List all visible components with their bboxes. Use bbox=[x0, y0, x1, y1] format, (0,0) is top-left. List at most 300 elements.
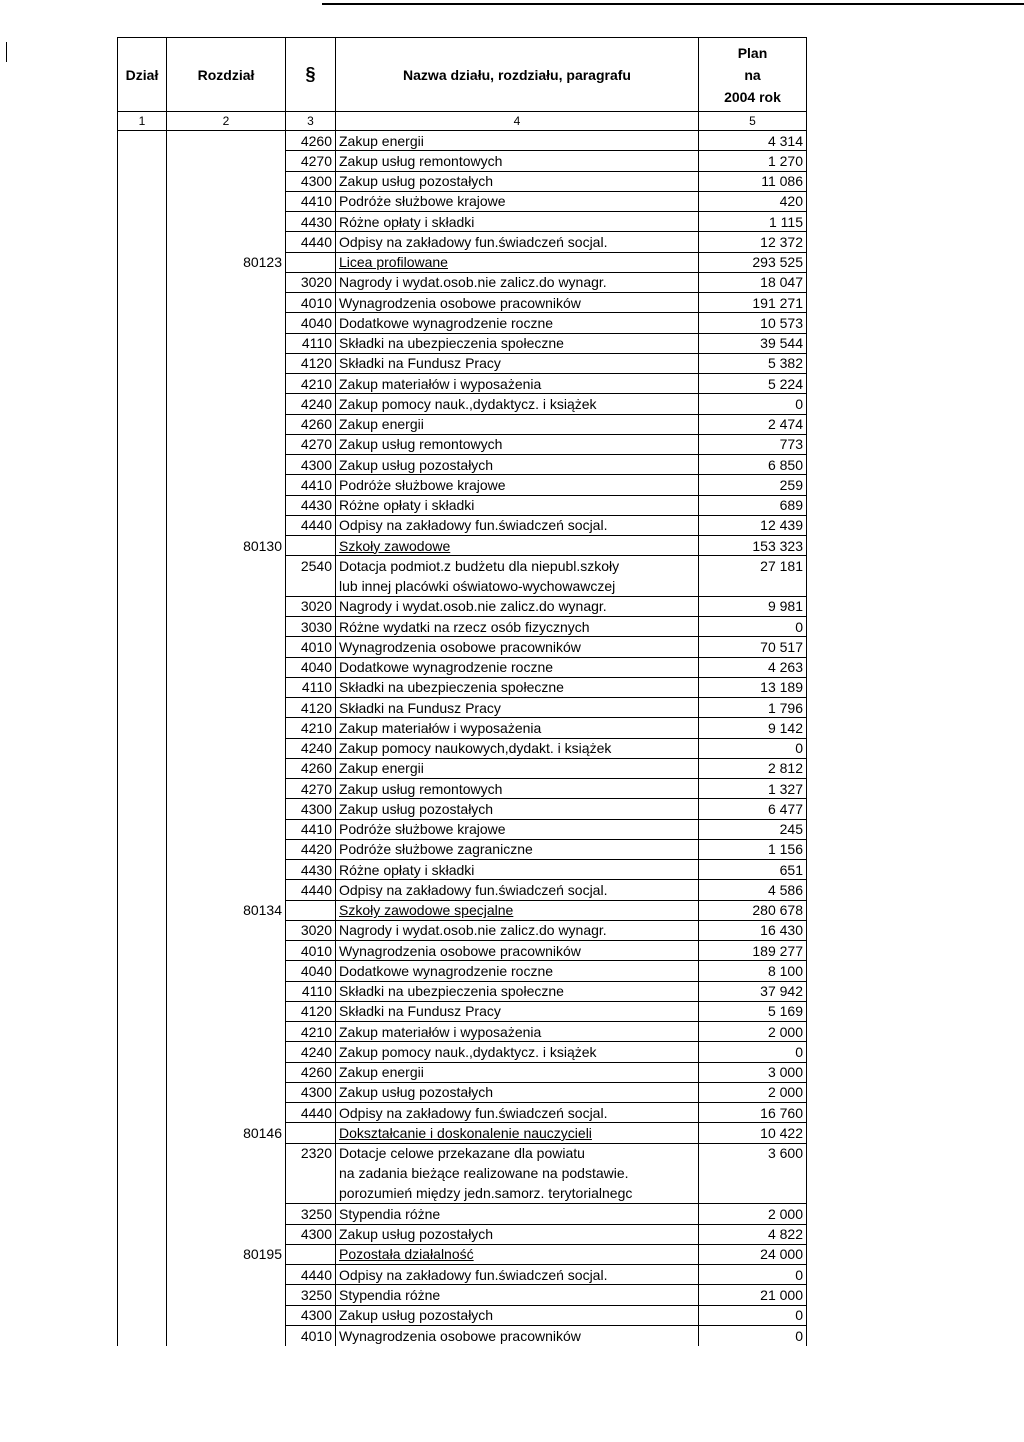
table-row bbox=[118, 941, 807, 961]
cell-paragraf: 4120 bbox=[286, 698, 336, 718]
cell-dzial bbox=[118, 333, 167, 353]
header-plan-line1: Plan bbox=[737, 44, 768, 61]
column-number: 1 bbox=[118, 112, 167, 131]
table-row bbox=[118, 1305, 807, 1325]
table-row bbox=[118, 880, 807, 900]
cell-dzial bbox=[118, 455, 167, 475]
cell-nazwa: Nagrody i wydat.osob.nie zalicz.do wynagr. bbox=[336, 272, 699, 292]
cell-paragraf: 4260 bbox=[286, 758, 336, 778]
cell-dzial bbox=[118, 677, 167, 697]
cell-paragraf: 3030 bbox=[286, 617, 336, 637]
cell-plan: 39 544 bbox=[699, 333, 807, 353]
cell-rozdzial bbox=[167, 1265, 286, 1285]
cell-plan: 16 430 bbox=[699, 920, 807, 940]
cell-dzial bbox=[118, 1042, 167, 1062]
cell-rozdzial bbox=[167, 434, 286, 454]
cell-paragraf: 4240 bbox=[286, 738, 336, 758]
cell-paragraf: 4440 bbox=[286, 880, 336, 900]
section-row bbox=[118, 252, 807, 272]
cell-plan: 12 372 bbox=[699, 232, 807, 252]
cell-rozdzial bbox=[167, 374, 286, 394]
cell-dzial bbox=[118, 637, 167, 657]
cell-dzial bbox=[118, 860, 167, 880]
cell-paragraf: 4210 bbox=[286, 1022, 336, 1042]
cell-dzial bbox=[118, 961, 167, 981]
cell-nazwa: Zakup usług pozostałych bbox=[336, 1305, 699, 1325]
cell-paragraf: 4010 bbox=[286, 293, 336, 313]
table-row bbox=[118, 232, 807, 252]
table-row bbox=[118, 779, 807, 799]
table-row bbox=[118, 1082, 807, 1102]
cell-plan: 5 169 bbox=[699, 1001, 807, 1021]
cell-paragraf: 4410 bbox=[286, 191, 336, 211]
cell-dzial bbox=[118, 1001, 167, 1021]
cell-paragraf: 2320 bbox=[286, 1143, 336, 1163]
cell-paragraf: 4270 bbox=[286, 151, 336, 171]
cell-rozdzial bbox=[167, 495, 286, 515]
cell-nazwa: Podróże służbowe krajowe bbox=[336, 191, 699, 211]
cell-paragraf: 4300 bbox=[286, 1224, 336, 1244]
table-row bbox=[118, 1184, 807, 1204]
cell-plan: 27 181 bbox=[699, 556, 807, 576]
cell-paragraf: 4210 bbox=[286, 718, 336, 738]
cell-nazwa: Odpisy na zakładowy fun.świadczeń socjal. bbox=[336, 232, 699, 252]
section-row bbox=[118, 1123, 807, 1143]
scan-artifact-left bbox=[6, 42, 7, 62]
table-row bbox=[118, 1224, 807, 1244]
cell-dzial bbox=[118, 576, 167, 596]
cell-rozdzial bbox=[167, 839, 286, 859]
cell-dzial bbox=[118, 779, 167, 799]
cell-plan: 0 bbox=[699, 394, 807, 414]
cell-rozdzial bbox=[167, 272, 286, 292]
cell-plan: 10 422 bbox=[699, 1123, 807, 1143]
column-number: 2 bbox=[167, 112, 286, 131]
cell-dzial bbox=[118, 1325, 167, 1345]
cell-paragraf bbox=[286, 1184, 336, 1204]
cell-paragraf: 4440 bbox=[286, 1265, 336, 1285]
budget-table bbox=[117, 37, 807, 1346]
cell-nazwa: Zakup materiałów i wyposażenia bbox=[336, 374, 699, 394]
cell-nazwa: Wynagrodzenia osobowe pracowników bbox=[336, 1325, 699, 1345]
cell-dzial bbox=[118, 212, 167, 232]
cell-plan: 8 100 bbox=[699, 961, 807, 981]
cell-plan: 5 382 bbox=[699, 353, 807, 373]
cell-paragraf: 4040 bbox=[286, 313, 336, 333]
cell-nazwa: Składki na ubezpieczenia społeczne bbox=[336, 677, 699, 697]
cell-plan: 1 796 bbox=[699, 698, 807, 718]
table-row bbox=[118, 839, 807, 859]
section-row bbox=[118, 536, 807, 556]
cell-dzial bbox=[118, 232, 167, 252]
cell-paragraf: 3020 bbox=[286, 920, 336, 940]
table-row bbox=[118, 677, 807, 697]
cell-plan: 16 760 bbox=[699, 1103, 807, 1123]
cell-paragraf: 4440 bbox=[286, 232, 336, 252]
cell-nazwa: Zakup energii bbox=[336, 131, 699, 151]
table-row bbox=[118, 556, 807, 576]
cell-paragraf: 4300 bbox=[286, 171, 336, 191]
table-row bbox=[118, 961, 807, 981]
cell-nazwa: Stypendia różne bbox=[336, 1285, 699, 1305]
cell-paragraf bbox=[286, 536, 336, 556]
table-row bbox=[118, 799, 807, 819]
cell-plan bbox=[699, 1163, 807, 1183]
cell-paragraf: 4410 bbox=[286, 819, 336, 839]
table-row bbox=[118, 1204, 807, 1224]
cell-nazwa: Nagrody i wydat.osob.nie zalicz.do wynagr. bbox=[336, 920, 699, 940]
header-plan-line2: na bbox=[744, 66, 761, 83]
cell-rozdzial bbox=[167, 799, 286, 819]
header-rozdzial: Rozdział bbox=[167, 38, 286, 112]
cell-nazwa: Składki na Fundusz Pracy bbox=[336, 1001, 699, 1021]
cell-paragraf: 4440 bbox=[286, 515, 336, 535]
cell-rozdzial bbox=[167, 313, 286, 333]
cell-nazwa: Składki na ubezpieczenia społeczne bbox=[336, 333, 699, 353]
table-body bbox=[118, 131, 807, 1346]
cell-dzial bbox=[118, 1082, 167, 1102]
column-number: 4 bbox=[336, 112, 699, 131]
cell-nazwa: Zakup pomocy nauk.,dydaktycz. i książek bbox=[336, 394, 699, 414]
cell-dzial bbox=[118, 1123, 167, 1143]
cell-dzial bbox=[118, 1163, 167, 1183]
cell-paragraf: 4040 bbox=[286, 657, 336, 677]
cell-paragraf: 3250 bbox=[286, 1204, 336, 1224]
cell-plan: 0 bbox=[699, 1042, 807, 1062]
cell-rozdzial bbox=[167, 1305, 286, 1325]
cell-plan: 280 678 bbox=[699, 900, 807, 920]
cell-dzial bbox=[118, 272, 167, 292]
cell-rozdzial bbox=[167, 758, 286, 778]
cell-plan bbox=[699, 576, 807, 596]
cell-paragraf: 4270 bbox=[286, 434, 336, 454]
table-row bbox=[118, 1001, 807, 1021]
cell-plan: 11 086 bbox=[699, 171, 807, 191]
cell-dzial bbox=[118, 1184, 167, 1204]
cell-paragraf: 4410 bbox=[286, 475, 336, 495]
table-row bbox=[118, 475, 807, 495]
cell-rozdzial bbox=[167, 637, 286, 657]
cell-nazwa: Zakup usług pozostałych bbox=[336, 455, 699, 475]
cell-paragraf bbox=[286, 1163, 336, 1183]
cell-rozdzial bbox=[167, 1285, 286, 1305]
table-row bbox=[118, 1163, 807, 1183]
cell-nazwa: Zakup pomocy naukowych,dydakt. i książek bbox=[336, 738, 699, 758]
cell-plan: 2 000 bbox=[699, 1022, 807, 1042]
cell-dzial bbox=[118, 1062, 167, 1082]
cell-rozdzial bbox=[167, 353, 286, 373]
cell-dzial bbox=[118, 434, 167, 454]
cell-nazwa: Zakup usług remontowych bbox=[336, 151, 699, 171]
cell-rozdzial bbox=[167, 293, 286, 313]
section-row bbox=[118, 900, 807, 920]
cell-plan: 9 981 bbox=[699, 596, 807, 616]
cell-dzial bbox=[118, 698, 167, 718]
cell-plan: 9 142 bbox=[699, 718, 807, 738]
cell-paragraf bbox=[286, 1244, 336, 1264]
cell-rozdzial bbox=[167, 1325, 286, 1345]
cell-dzial bbox=[118, 738, 167, 758]
cell-rozdzial: 80130 bbox=[167, 536, 286, 556]
cell-dzial bbox=[118, 495, 167, 515]
cell-paragraf: 4300 bbox=[286, 799, 336, 819]
cell-nazwa: Różne wydatki na rzecz osób fizycznych bbox=[336, 617, 699, 637]
table-row bbox=[118, 191, 807, 211]
cell-nazwa: Podróże służbowe zagraniczne bbox=[336, 839, 699, 859]
cell-dzial bbox=[118, 718, 167, 738]
cell-dzial bbox=[118, 131, 167, 151]
cell-plan: 70 517 bbox=[699, 637, 807, 657]
cell-nazwa: Nagrody i wydat.osob.nie zalicz.do wynagr. bbox=[336, 596, 699, 616]
cell-rozdzial bbox=[167, 394, 286, 414]
cell-dzial bbox=[118, 819, 167, 839]
cell-rozdzial bbox=[167, 738, 286, 758]
cell-paragraf bbox=[286, 252, 336, 272]
table-row bbox=[118, 698, 807, 718]
cell-dzial bbox=[118, 171, 167, 191]
cell-dzial bbox=[118, 313, 167, 333]
table-row bbox=[118, 131, 807, 151]
cell-nazwa: Dotacja podmiot.z budżetu dla niepubl.szkoły bbox=[336, 556, 699, 576]
cell-plan: 24 000 bbox=[699, 1244, 807, 1264]
cell-paragraf: 3020 bbox=[286, 272, 336, 292]
cell-plan: 0 bbox=[699, 738, 807, 758]
cell-plan: 13 189 bbox=[699, 677, 807, 697]
table-row bbox=[118, 495, 807, 515]
table-row bbox=[118, 738, 807, 758]
cell-paragraf: 4110 bbox=[286, 981, 336, 1001]
cell-plan: 420 bbox=[699, 191, 807, 211]
cell-dzial bbox=[118, 880, 167, 900]
cell-paragraf: 4240 bbox=[286, 1042, 336, 1062]
cell-paragraf: 4270 bbox=[286, 779, 336, 799]
cell-rozdzial bbox=[167, 1042, 286, 1062]
cell-rozdzial bbox=[167, 212, 286, 232]
cell-plan: 4 263 bbox=[699, 657, 807, 677]
cell-dzial bbox=[118, 1265, 167, 1285]
cell-paragraf: 4010 bbox=[286, 941, 336, 961]
cell-dzial bbox=[118, 1224, 167, 1244]
cell-rozdzial bbox=[167, 596, 286, 616]
cell-rozdzial bbox=[167, 981, 286, 1001]
cell-nazwa: Zakup pomocy nauk.,dydaktycz. i książek bbox=[336, 1042, 699, 1062]
section-row bbox=[118, 1244, 807, 1264]
cell-nazwa: Dotacje celowe przekazane dla powiatu bbox=[336, 1143, 699, 1163]
cell-nazwa: Stypendia różne bbox=[336, 1204, 699, 1224]
cell-rozdzial bbox=[167, 333, 286, 353]
cell-paragraf: 4440 bbox=[286, 1103, 336, 1123]
cell-rozdzial bbox=[167, 779, 286, 799]
table-row bbox=[118, 657, 807, 677]
cell-rozdzial bbox=[167, 455, 286, 475]
cell-rozdzial: 80195 bbox=[167, 1244, 286, 1264]
cell-plan: 12 439 bbox=[699, 515, 807, 535]
header-nazwa: Nazwa działu, rozdziału, paragrafu bbox=[336, 38, 699, 112]
cell-plan: 651 bbox=[699, 860, 807, 880]
table-row bbox=[118, 1143, 807, 1163]
cell-plan: 153 323 bbox=[699, 536, 807, 556]
cell-plan bbox=[699, 1184, 807, 1204]
cell-rozdzial bbox=[167, 191, 286, 211]
cell-plan: 773 bbox=[699, 434, 807, 454]
table-row bbox=[118, 1103, 807, 1123]
cell-plan: 245 bbox=[699, 819, 807, 839]
cell-plan: 293 525 bbox=[699, 252, 807, 272]
cell-rozdzial bbox=[167, 171, 286, 191]
cell-dzial bbox=[118, 900, 167, 920]
cell-nazwa: Pozostała działalność bbox=[336, 1244, 699, 1264]
cell-plan: 6 850 bbox=[699, 455, 807, 475]
cell-nazwa: Szkoły zawodowe bbox=[336, 536, 699, 556]
table-row bbox=[118, 981, 807, 1001]
cell-paragraf: 4300 bbox=[286, 455, 336, 475]
cell-paragraf: 4430 bbox=[286, 495, 336, 515]
cell-plan: 1 270 bbox=[699, 151, 807, 171]
cell-plan: 0 bbox=[699, 617, 807, 637]
cell-dzial bbox=[118, 1143, 167, 1163]
table-row bbox=[118, 212, 807, 232]
table-row bbox=[118, 414, 807, 434]
header-plan-line3: 2004 rok bbox=[724, 88, 781, 105]
cell-paragraf bbox=[286, 900, 336, 920]
cell-paragraf: 4240 bbox=[286, 394, 336, 414]
cell-nazwa: Szkoły zawodowe specjalne bbox=[336, 900, 699, 920]
cell-dzial bbox=[118, 799, 167, 819]
cell-plan: 0 bbox=[699, 1325, 807, 1345]
cell-dzial bbox=[118, 475, 167, 495]
cell-paragraf bbox=[286, 576, 336, 596]
cell-paragraf: 2540 bbox=[286, 556, 336, 576]
cell-nazwa: Różne opłaty i składki bbox=[336, 212, 699, 232]
cell-plan: 21 000 bbox=[699, 1285, 807, 1305]
column-number: 3 bbox=[286, 112, 336, 131]
cell-rozdzial bbox=[167, 1022, 286, 1042]
cell-nazwa: Zakup usług pozostałych bbox=[336, 1082, 699, 1102]
cell-dzial bbox=[118, 596, 167, 616]
cell-plan: 189 277 bbox=[699, 941, 807, 961]
cell-nazwa: Wynagrodzenia osobowe pracowników bbox=[336, 941, 699, 961]
cell-nazwa: Dodatkowe wynagrodzenie roczne bbox=[336, 961, 699, 981]
cell-plan: 10 573 bbox=[699, 313, 807, 333]
cell-plan: 3 000 bbox=[699, 1062, 807, 1082]
table-row bbox=[118, 1022, 807, 1042]
cell-rozdzial: 80123 bbox=[167, 252, 286, 272]
cell-plan: 2 000 bbox=[699, 1204, 807, 1224]
table-row bbox=[118, 394, 807, 414]
table-row bbox=[118, 1042, 807, 1062]
cell-dzial bbox=[118, 191, 167, 211]
cell-nazwa: Licea profilowane bbox=[336, 252, 699, 272]
cell-paragraf: 3250 bbox=[286, 1285, 336, 1305]
table-row bbox=[118, 151, 807, 171]
cell-rozdzial bbox=[167, 556, 286, 576]
cell-rozdzial bbox=[167, 941, 286, 961]
cell-nazwa: na zadania bieżące realizowane na podstawie. bbox=[336, 1163, 699, 1183]
cell-paragraf: 4300 bbox=[286, 1305, 336, 1325]
table-row bbox=[118, 1285, 807, 1305]
cell-plan: 37 942 bbox=[699, 981, 807, 1001]
cell-dzial bbox=[118, 657, 167, 677]
cell-nazwa: Składki na Fundusz Pracy bbox=[336, 353, 699, 373]
cell-dzial bbox=[118, 293, 167, 313]
cell-rozdzial bbox=[167, 576, 286, 596]
cell-plan: 1 115 bbox=[699, 212, 807, 232]
scan-artifact-top bbox=[322, 3, 1024, 5]
cell-dzial bbox=[118, 414, 167, 434]
table-row bbox=[118, 293, 807, 313]
cell-rozdzial: 80134 bbox=[167, 900, 286, 920]
cell-rozdzial bbox=[167, 617, 286, 637]
cell-nazwa: Podróże służbowe krajowe bbox=[336, 475, 699, 495]
table-row bbox=[118, 758, 807, 778]
cell-plan: 2 812 bbox=[699, 758, 807, 778]
cell-nazwa: porozumień między jedn.samorz. terytorialnegc bbox=[336, 1184, 699, 1204]
cell-dzial bbox=[118, 1022, 167, 1042]
cell-plan: 2 000 bbox=[699, 1082, 807, 1102]
cell-nazwa: Dodatkowe wynagrodzenie roczne bbox=[336, 313, 699, 333]
cell-rozdzial bbox=[167, 819, 286, 839]
cell-plan: 18 047 bbox=[699, 272, 807, 292]
cell-dzial bbox=[118, 1285, 167, 1305]
cell-paragraf: 4260 bbox=[286, 1062, 336, 1082]
cell-dzial bbox=[118, 353, 167, 373]
cell-paragraf: 4210 bbox=[286, 374, 336, 394]
cell-dzial bbox=[118, 374, 167, 394]
cell-dzial bbox=[118, 1244, 167, 1264]
cell-dzial bbox=[118, 515, 167, 535]
cell-rozdzial bbox=[167, 860, 286, 880]
cell-paragraf: 4010 bbox=[286, 1325, 336, 1345]
cell-rozdzial bbox=[167, 657, 286, 677]
table-row bbox=[118, 1265, 807, 1285]
cell-rozdzial bbox=[167, 677, 286, 697]
cell-nazwa: Różne opłaty i składki bbox=[336, 495, 699, 515]
table-row bbox=[118, 455, 807, 475]
cell-dzial bbox=[118, 151, 167, 171]
cell-paragraf: 3020 bbox=[286, 596, 336, 616]
cell-nazwa: Zakup energii bbox=[336, 1062, 699, 1082]
table-row bbox=[118, 617, 807, 637]
header-plan bbox=[699, 38, 807, 112]
cell-paragraf: 4040 bbox=[286, 961, 336, 981]
cell-paragraf: 4300 bbox=[286, 1082, 336, 1102]
cell-paragraf: 4110 bbox=[286, 333, 336, 353]
cell-rozdzial bbox=[167, 880, 286, 900]
column-number: 5 bbox=[699, 112, 807, 131]
cell-plan: 4 314 bbox=[699, 131, 807, 151]
cell-nazwa: Zakup materiałów i wyposażenia bbox=[336, 718, 699, 738]
cell-nazwa: Składki na Fundusz Pracy bbox=[336, 698, 699, 718]
cell-rozdzial bbox=[167, 1001, 286, 1021]
cell-nazwa: Odpisy na zakładowy fun.świadczeń socjal. bbox=[336, 515, 699, 535]
cell-dzial bbox=[118, 536, 167, 556]
cell-nazwa: lub innej placówki oświatowo-wychowawczej bbox=[336, 576, 699, 596]
cell-nazwa: Różne opłaty i składki bbox=[336, 860, 699, 880]
table-row bbox=[118, 576, 807, 596]
table-row bbox=[118, 718, 807, 738]
cell-rozdzial bbox=[167, 1184, 286, 1204]
table-row bbox=[118, 272, 807, 292]
cell-dzial bbox=[118, 394, 167, 414]
cell-nazwa: Zakup materiałów i wyposażenia bbox=[336, 1022, 699, 1042]
cell-dzial bbox=[118, 1103, 167, 1123]
cell-dzial bbox=[118, 252, 167, 272]
cell-plan: 6 477 bbox=[699, 799, 807, 819]
cell-plan: 0 bbox=[699, 1265, 807, 1285]
cell-plan: 191 271 bbox=[699, 293, 807, 313]
cell-rozdzial bbox=[167, 475, 286, 495]
table-row bbox=[118, 819, 807, 839]
